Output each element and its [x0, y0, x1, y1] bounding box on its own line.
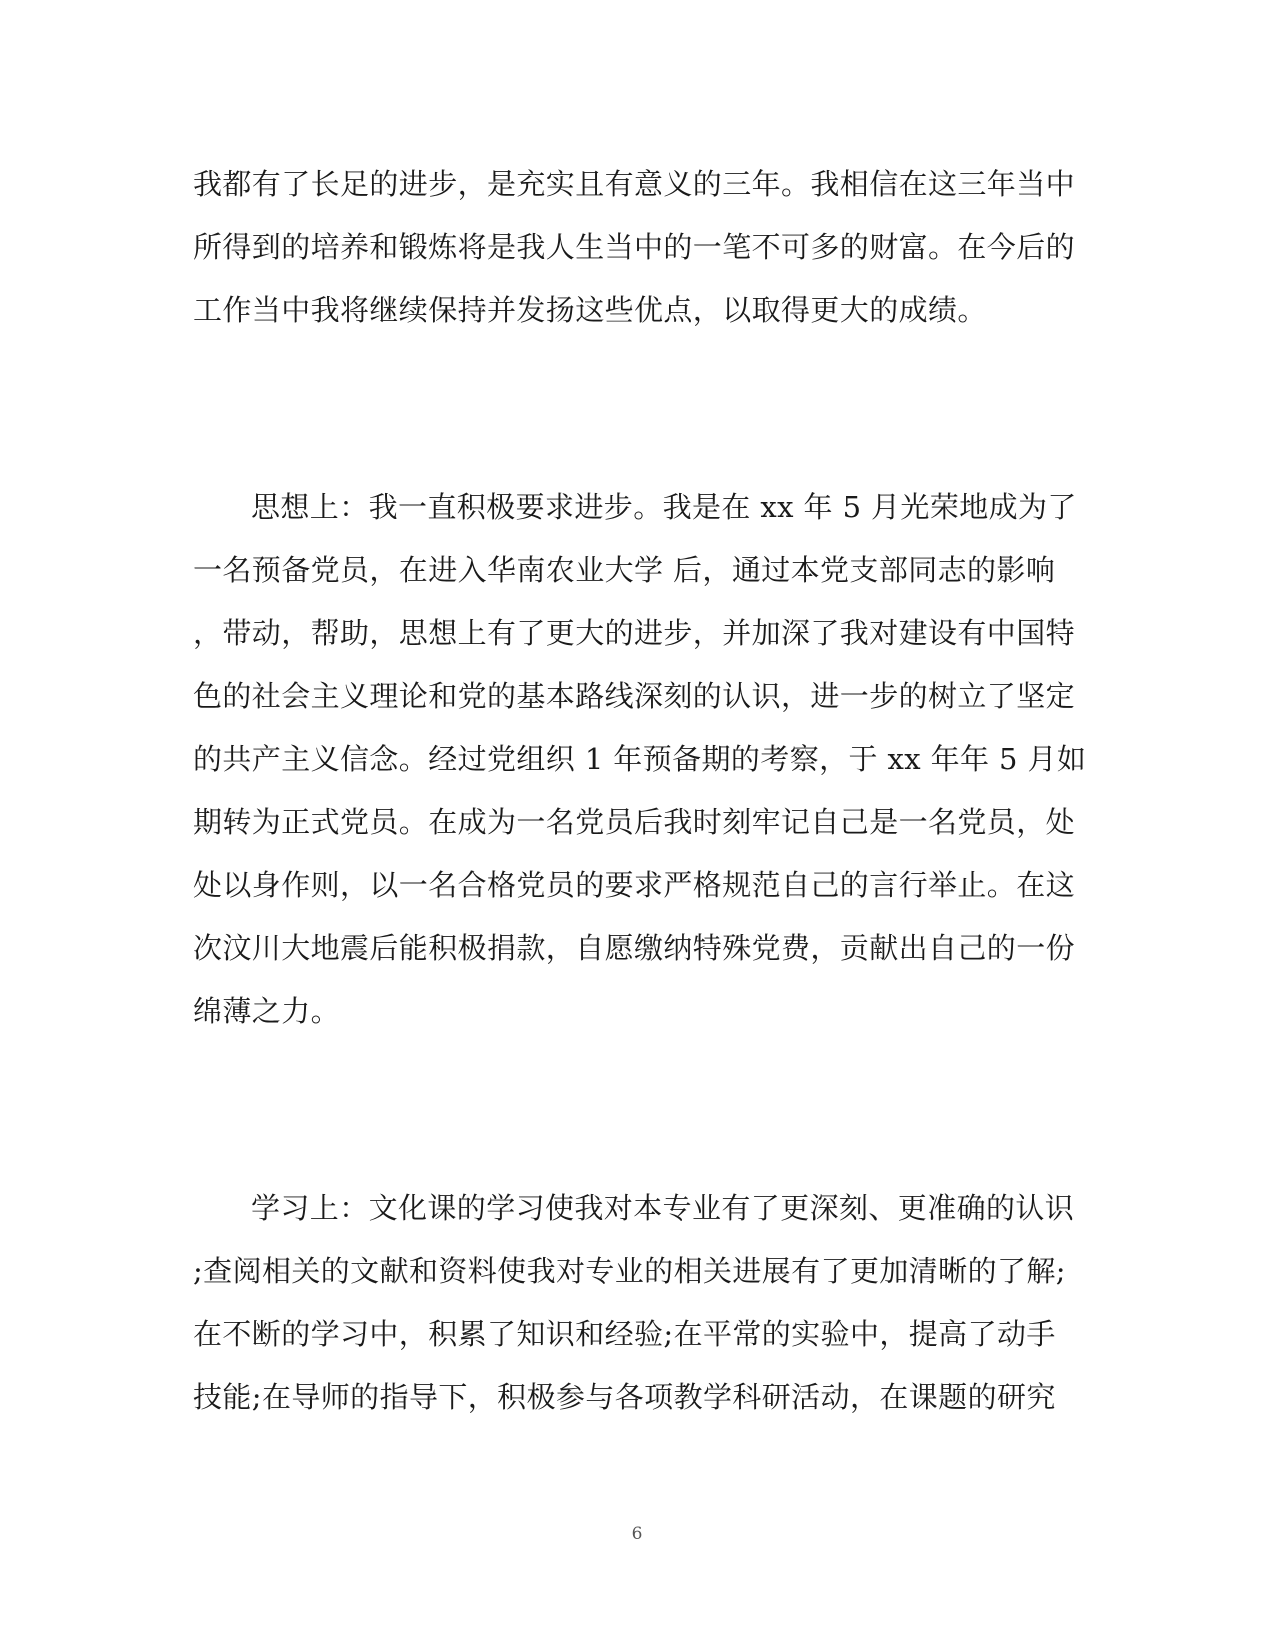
paragraph-2-line-3: ，带动，帮助，思想上有了更大的进步，并加深了我对建设有中国特 [193, 616, 1076, 650]
paragraph-2-line-4: 色的社会主义理论和党的基本路线深刻的认识，进一步的树立了坚定 [193, 679, 1076, 713]
paragraph-2-line-5: 的共产主义信念。经过党组织 1 年预备期的考察，于 xx 年年 5 月如 [193, 742, 1087, 776]
paragraph-2-line-9: 绵薄之力。 [193, 994, 341, 1028]
paragraph-2-line-7: 处以身作则，以一名合格党员的要求严格规范自己的言行举止。在这 [193, 868, 1076, 902]
page-number: 6 [631, 1524, 643, 1544]
paragraph-1-line-1: 我都有了长足的进步，是充实且有意义的三年。我相信在这三年当中 [193, 167, 1076, 201]
paragraph-2-line-6: 期转为正式党员。在成为一名党员后我时刻牢记自己是一名党员，处 [193, 805, 1076, 839]
paragraph-2-line-1: 思想上：我一直积极要求进步。我是在 xx 年 5 月光荣地成为了 [251, 490, 1077, 524]
paragraph-3-line-4: 技能;在导师的指导下，积极参与各项教学科研活动，在课题的研究 [193, 1380, 1056, 1414]
paragraph-3-line-1: 学习上：文化课的学习使我对本专业有了更深刻、更准确的认识 [251, 1191, 1075, 1225]
paragraph-3-line-2: ;查阅相关的文献和资料使我对专业的相关进展有了更加清晰的了解; [193, 1254, 1066, 1288]
paragraph-3-line-3: 在不断的学习中，积累了知识和经验;在平常的实验中，提高了动手 [193, 1317, 1056, 1351]
paragraph-1-line-3: 工作当中我将继续保持并发扬这些优点，以取得更大的成绩。 [193, 293, 987, 327]
paragraph-2-line-8: 次汶川大地震后能积极捐款，自愿缴纳特殊党费，贡献出自己的一份 [193, 931, 1076, 965]
paragraph-1-line-2: 所得到的培养和锻炼将是我人生当中的一笔不可多的财富。在今后的 [193, 230, 1076, 264]
paragraph-2-line-2: 一名预备党员，在进入华南农业大学 后，通过本党支部同志的影响 [193, 553, 1056, 587]
